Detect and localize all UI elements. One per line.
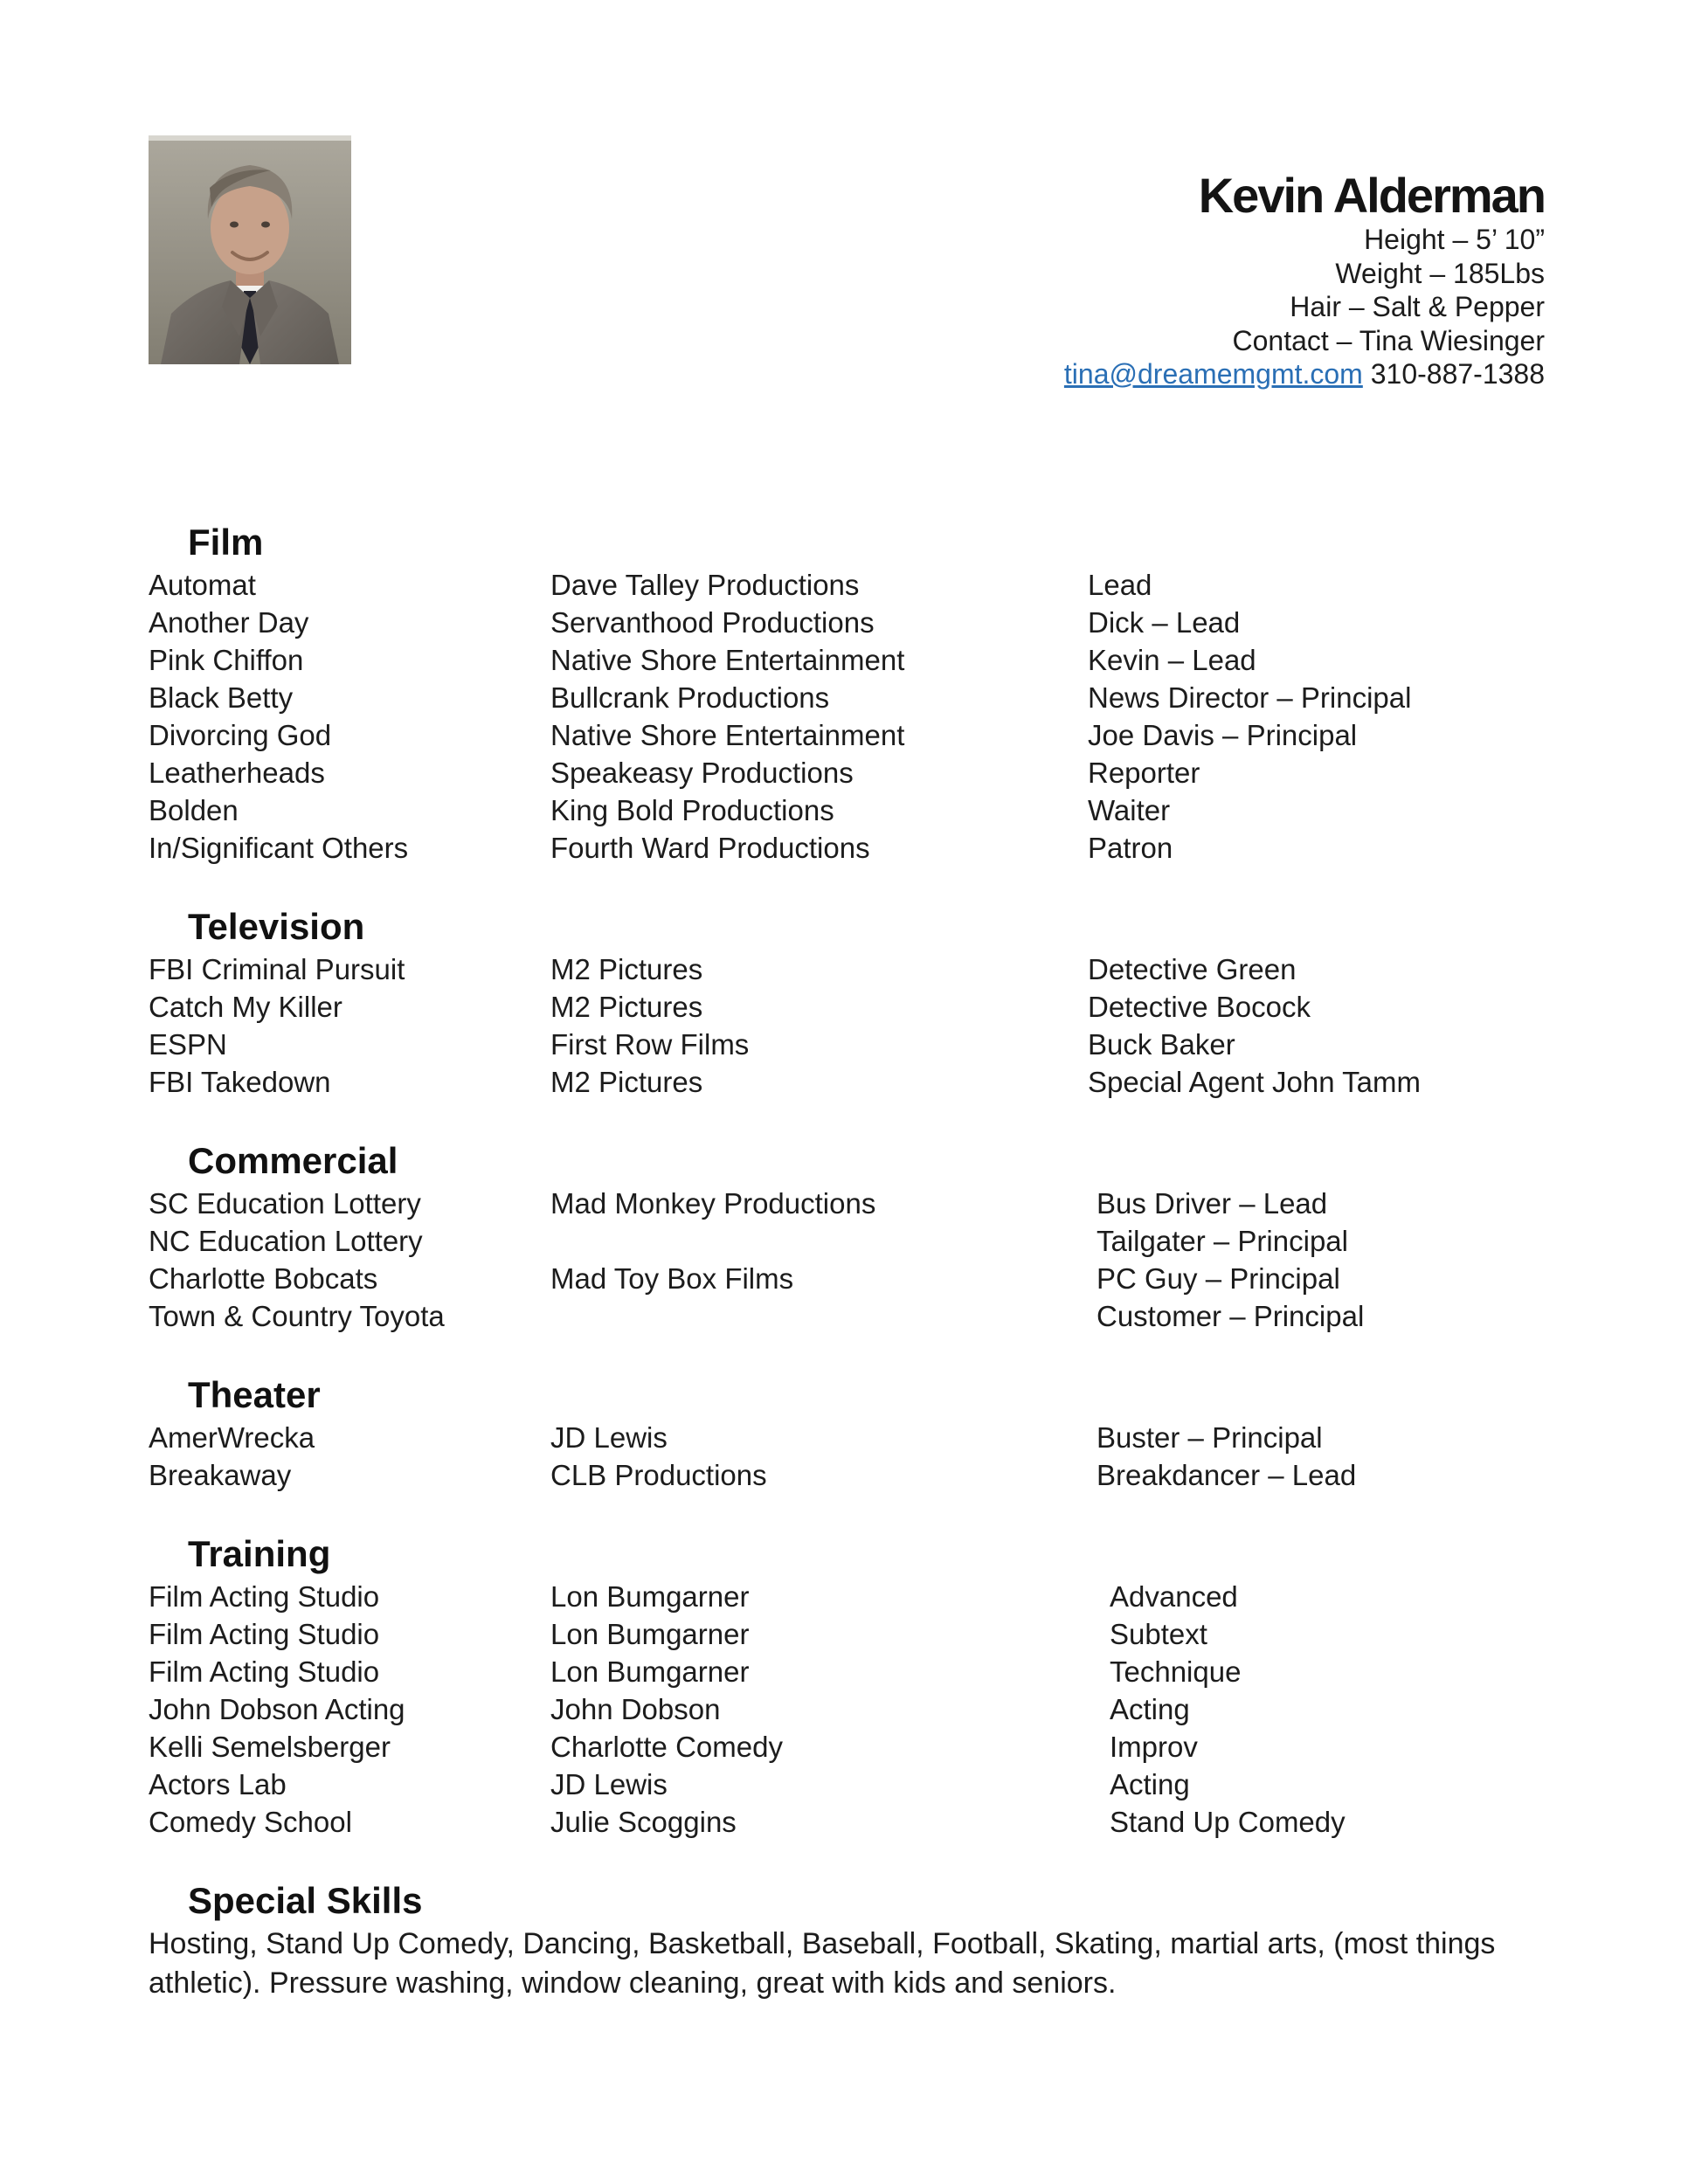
- project-title: NC Education Lottery: [149, 1225, 423, 1257]
- project-title: Automat: [149, 569, 256, 601]
- project-title: Bolden: [149, 794, 239, 826]
- project-title: Film Acting Studio: [149, 1580, 380, 1613]
- project-title: Divorcing God: [149, 719, 332, 751]
- hair-line: Hair – Salt & Pepper: [1290, 291, 1545, 322]
- section-title: Film: [188, 522, 264, 563]
- height-line: Height – 5’ 10”: [1364, 224, 1545, 255]
- section-rows: [0, 950, 1688, 1101]
- credit-row: [149, 641, 1688, 679]
- role: Bus Driver – Lead: [1097, 1187, 1328, 1220]
- project-title: FBI Takedown: [149, 1066, 331, 1098]
- credit-row: [149, 1615, 1688, 1653]
- credit-row: [149, 988, 1688, 1026]
- project-title: Film Acting Studio: [149, 1618, 380, 1650]
- production-company: CLB Productions: [550, 1459, 767, 1491]
- production-company: Lon Bumgarner: [550, 1618, 750, 1650]
- credit-row: [149, 829, 1688, 867]
- role: Subtext: [1110, 1618, 1207, 1650]
- section-rows: [0, 1185, 1688, 1335]
- actor-name: Kevin Alderman: [1198, 168, 1545, 223]
- section-rows: [0, 1419, 1688, 1494]
- skills-heading: Special Skills: [188, 1880, 423, 1921]
- role: Acting: [1110, 1768, 1190, 1800]
- email-phone-line: [1064, 357, 1545, 391]
- project-title: Comedy School: [149, 1806, 352, 1838]
- project-title: In/Significant Others: [149, 832, 409, 864]
- credit-row: [149, 1728, 1688, 1766]
- project-title: Film Acting Studio: [149, 1655, 380, 1688]
- credit-row: [149, 1185, 1688, 1222]
- production-company: Native Shore Entertainment: [550, 719, 905, 751]
- credit-row: [149, 566, 1688, 604]
- section-commercial: [0, 1137, 1688, 1335]
- credits: [0, 518, 1688, 2039]
- role: Buster – Principal: [1097, 1421, 1323, 1454]
- production-company: M2 Pictures: [550, 991, 703, 1023]
- role: Acting: [1110, 1693, 1190, 1725]
- headshot-image: [149, 135, 351, 364]
- production-company: JD Lewis: [550, 1768, 668, 1800]
- role: Technique: [1110, 1655, 1242, 1688]
- project-title: ESPN: [149, 1028, 227, 1061]
- project-title: Kelli Semelsberger: [149, 1731, 391, 1763]
- section-title: Television: [188, 906, 365, 947]
- headshot-photo: [149, 135, 351, 364]
- production-company: Speakeasy Productions: [550, 757, 854, 789]
- section-rows: [0, 1578, 1688, 1841]
- skills-text: Hosting, Stand Up Comedy, Dancing, Basketball, Baseball, Football, Skating, martial arts, (most things athletic). Pressure washing, window cleaning, great with kids and seniors.: [149, 1927, 1496, 2000]
- credit-row: [149, 1222, 1688, 1260]
- credit-row: [149, 716, 1688, 754]
- credit-row: [149, 791, 1688, 829]
- credit-row: [149, 1653, 1688, 1690]
- production-company: Lon Bumgarner: [550, 1655, 750, 1688]
- production-company: [550, 1222, 1088, 1260]
- credit-row: [149, 1578, 1688, 1615]
- role: Stand Up Comedy: [1110, 1806, 1346, 1838]
- project-title: Town & Country Toyota: [149, 1300, 445, 1332]
- project-title: Another Day: [149, 606, 309, 639]
- email-link[interactable]: tina@dreamemgmt.com: [1063, 358, 1363, 390]
- credit-row: [149, 1063, 1688, 1101]
- production-company: Native Shore Entertainment: [550, 644, 905, 676]
- section-film: [0, 518, 1688, 867]
- project-title: Catch My Killer: [149, 991, 342, 1023]
- section-special-skills: [0, 1876, 1688, 2003]
- production-company: M2 Pictures: [550, 953, 703, 985]
- production-company: Bullcrank Productions: [550, 681, 830, 714]
- role: Kevin – Lead: [1088, 644, 1256, 676]
- credit-row: [149, 1297, 1688, 1335]
- section-title: Theater: [188, 1374, 321, 1415]
- role: Waiter: [1088, 794, 1171, 826]
- production-company: Servanthood Productions: [550, 606, 875, 639]
- role: News Director – Principal: [1088, 681, 1412, 714]
- production-company: John Dobson: [550, 1693, 721, 1725]
- role: Detective Bocock: [1088, 991, 1311, 1023]
- credit-row: [149, 1456, 1688, 1494]
- project-title: John Dobson Acting: [149, 1693, 405, 1725]
- production-company: First Row Films: [550, 1028, 750, 1061]
- production-company: JD Lewis: [550, 1421, 668, 1454]
- credit-row: [149, 1026, 1688, 1063]
- section-training: [0, 1530, 1688, 1841]
- role: Reporter: [1088, 757, 1200, 789]
- project-title: Leatherheads: [149, 757, 325, 789]
- production-company: Fourth Ward Productions: [550, 832, 870, 864]
- project-title: Black Betty: [149, 681, 294, 714]
- project-title: Pink Chiffon: [149, 644, 304, 676]
- credit-row: [149, 1803, 1688, 1841]
- production-company: Charlotte Comedy: [550, 1731, 783, 1763]
- role: Improv: [1110, 1731, 1198, 1763]
- production-company: Mad Toy Box Films: [550, 1262, 794, 1295]
- contact-line: Contact – Tina Wiesinger: [1232, 324, 1545, 356]
- production-company: Julie Scoggins: [550, 1806, 737, 1838]
- production-company: King Bold Productions: [550, 794, 834, 826]
- role: Advanced: [1110, 1580, 1238, 1613]
- project-title: AmerWrecka: [149, 1421, 315, 1454]
- production-company: Lon Bumgarner: [550, 1580, 750, 1613]
- credit-row: [149, 1690, 1688, 1728]
- role: Breakdancer – Lead: [1097, 1459, 1357, 1491]
- role: Joe Davis – Principal: [1088, 719, 1358, 751]
- production-company: M2 Pictures: [550, 1066, 703, 1098]
- project-title: FBI Criminal Pursuit: [149, 953, 405, 985]
- credit-row: [149, 1260, 1688, 1297]
- project-title: Charlotte Bobcats: [149, 1262, 378, 1295]
- credit-row: [149, 604, 1688, 641]
- credit-row: [149, 1419, 1688, 1456]
- phone-number: 310-887-1388: [1370, 358, 1545, 390]
- role: Buck Baker: [1088, 1028, 1235, 1061]
- credit-row: [149, 754, 1688, 791]
- role: Detective Green: [1088, 953, 1297, 985]
- credit-row: [149, 679, 1688, 716]
- credit-row: [149, 950, 1688, 988]
- project-title: Actors Lab: [149, 1768, 287, 1800]
- role: Patron: [1088, 832, 1173, 864]
- role: Lead: [1088, 569, 1152, 601]
- section-television: [0, 902, 1688, 1101]
- section-title: Commercial: [188, 1140, 398, 1181]
- section-title: Training: [188, 1533, 331, 1574]
- role: Dick – Lead: [1088, 606, 1241, 639]
- production-company: Mad Monkey Productions: [550, 1187, 876, 1220]
- weight-line: Weight – 185Lbs: [1335, 257, 1545, 289]
- production-company: Dave Talley Productions: [550, 569, 860, 601]
- credit-row: [149, 1766, 1688, 1803]
- role: Special Agent John Tamm: [1088, 1066, 1421, 1098]
- role: Tailgater – Principal: [1097, 1225, 1348, 1257]
- production-company: [550, 1297, 1088, 1335]
- project-title: Breakaway: [149, 1459, 292, 1491]
- section-theater: [0, 1371, 1688, 1494]
- section-rows: [0, 566, 1688, 867]
- project-title: SC Education Lottery: [149, 1187, 421, 1220]
- role: PC Guy – Principal: [1097, 1262, 1340, 1295]
- role: Customer – Principal: [1097, 1300, 1365, 1332]
- header-contact-block: [1064, 169, 1545, 391]
